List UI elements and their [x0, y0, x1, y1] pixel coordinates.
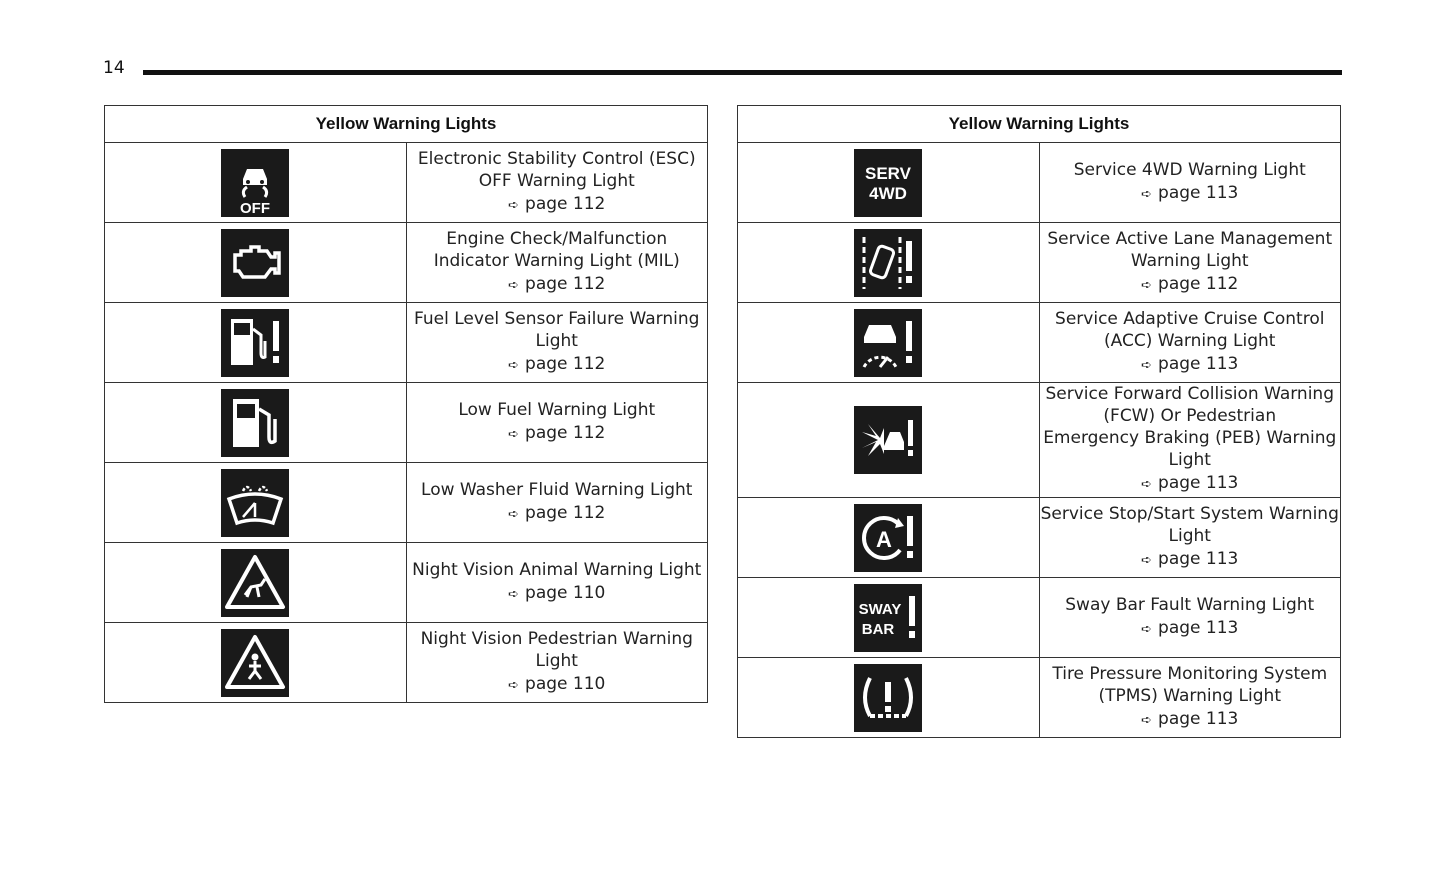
page-link[interactable]: ➪ page 113: [1141, 548, 1239, 569]
row-title: Emergency Braking (PEB) Warning Light: [1043, 428, 1337, 470]
row-title: Service 4WD Warning Light: [1073, 159, 1306, 180]
row-title: Night Vision Pedestrian Warning Light: [420, 628, 693, 671]
table-row: [105, 143, 708, 223]
page-link[interactable]: ➪ page 112: [508, 502, 606, 523]
page-link[interactable]: ➪ page 112: [508, 422, 606, 443]
table-row: [738, 223, 1341, 303]
row-title: Engine Check/Malfunction Indicator Warning Light (MIL): [433, 228, 680, 271]
arrow-right-icon: ➪: [1141, 621, 1153, 637]
page-link[interactable]: ➪ page 113: [1141, 708, 1239, 729]
page-link[interactable]: ➪ page 112: [508, 273, 606, 294]
arrow-right-icon: ➪: [508, 277, 520, 293]
sway-bar-icon: [854, 584, 922, 652]
page-number: 14: [103, 58, 125, 78]
left-warning-table: [104, 105, 708, 703]
page-link[interactable]: ➪ page 112: [508, 353, 606, 374]
svg-text:A: A: [876, 526, 893, 552]
stop-start-fault-icon: [854, 504, 922, 572]
page-link[interactable]: ➪ page 113: [1141, 353, 1239, 374]
arrow-right-icon: ➪: [508, 677, 520, 693]
row-title: Night Vision Animal Warning Light: [412, 559, 702, 580]
esc-off-icon: [221, 149, 289, 217]
row-title: Tire Pressure Monitoring System (TPMS) Warning Light: [1052, 663, 1328, 706]
header-rule: [143, 70, 1342, 75]
arrow-right-icon: ➪: [508, 426, 520, 442]
fuel-sensor-fault-icon: [221, 309, 289, 377]
animal-warning-icon: [221, 549, 289, 617]
table-row: [105, 463, 708, 543]
table-header: Yellow Warning Lights: [738, 106, 1341, 143]
svg-text:SWAY: SWAY: [858, 600, 902, 618]
table-row: [738, 303, 1341, 383]
table-row: [738, 143, 1341, 223]
svg-text:BAR: BAR: [862, 620, 895, 638]
page-link[interactable]: ➪ page 113: [1141, 182, 1239, 203]
table-row: [105, 543, 708, 623]
arrow-right-icon: ➪: [508, 506, 520, 522]
page-link[interactable]: ➪ page 110: [508, 673, 606, 694]
row-title: Electronic Stability Control (ESC) OFF Warning Light: [417, 148, 696, 191]
row-title: Sway Bar Fault Warning Light: [1065, 594, 1315, 615]
table-row: [105, 623, 708, 703]
serv-4wd-icon: [854, 149, 922, 217]
table-row: [738, 658, 1341, 738]
page-link[interactable]: ➪ page 113: [1141, 617, 1239, 638]
page-link[interactable]: ➪ page 113: [1141, 473, 1239, 493]
table-row: [105, 303, 708, 383]
row-title: Fuel Level Sensor Failure Warning Light: [414, 308, 700, 351]
table-header: Yellow Warning Lights: [105, 106, 708, 143]
arrow-right-icon: ➪: [508, 197, 520, 213]
arrow-right-icon: ➪: [1141, 477, 1153, 492]
arrow-right-icon: ➪: [1141, 186, 1153, 202]
svg-text:4WD: 4WD: [869, 183, 908, 203]
row-title: Service Adaptive Cruise Control (ACC) Warning Light: [1055, 308, 1325, 351]
table-row: [738, 578, 1341, 658]
page-link[interactable]: ➪ page 110: [508, 582, 606, 603]
acc-fault-icon: [854, 309, 922, 377]
arrow-right-icon: ➪: [1141, 552, 1153, 568]
lane-management-icon: [854, 229, 922, 297]
svg-text:OFF: OFF: [240, 199, 271, 217]
page-link[interactable]: ➪ page 112: [1141, 273, 1239, 294]
engine-check-icon: [221, 229, 289, 297]
row-title: Service Stop/Start System Warning Light: [1040, 503, 1339, 546]
row-title: Low Washer Fluid Warning Light: [421, 479, 693, 500]
table-row: [738, 383, 1341, 498]
right-warning-table: [737, 105, 1341, 738]
tpms-icon: [854, 664, 922, 732]
arrow-right-icon: ➪: [1141, 712, 1153, 728]
table-row: [738, 498, 1341, 578]
table-row: [105, 383, 708, 463]
arrow-right-icon: ➪: [508, 357, 520, 373]
page-link[interactable]: ➪ page 112: [508, 193, 606, 214]
fcw-fault-icon: [854, 406, 922, 474]
row-title: Service Forward Collision Warning (FCW) Or Pedestrian: [1045, 384, 1334, 426]
svg-text:SERV: SERV: [865, 163, 912, 183]
arrow-right-icon: ➪: [1141, 357, 1153, 373]
row-title: Low Fuel Warning Light: [458, 399, 656, 420]
washer-fluid-icon: [221, 469, 289, 537]
row-title: Service Active Lane Management Warning Light: [1047, 228, 1333, 271]
arrow-right-icon: ➪: [1141, 277, 1153, 293]
low-fuel-icon: [221, 389, 289, 457]
pedestrian-warning-icon: [221, 629, 289, 697]
arrow-right-icon: ➪: [508, 586, 520, 602]
table-row: [105, 223, 708, 303]
